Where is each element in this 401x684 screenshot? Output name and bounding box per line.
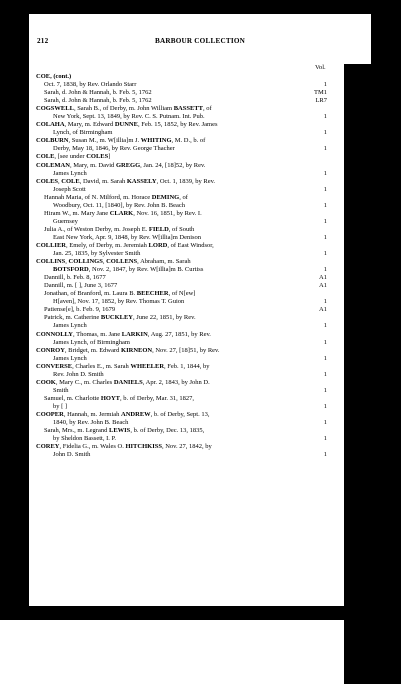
- page-title: BARBOUR COLLECTION: [154, 37, 246, 45]
- entry-text: East New York, Apr. 9, 1848, by Rev. W[illia]m Denison: [53, 233, 202, 241]
- entry-text: Lynch, of Birmingham: [53, 129, 113, 137]
- entry-page: 192: [353, 201, 363, 209]
- entry-text: Sarah, d. John & Hannah, b. Feb. 5, 1762: [44, 89, 152, 97]
- entry-text: COREY, Fidelia G., m. Wales O. HITCHKISS, Nov. 27, 1842, by: [36, 443, 212, 451]
- entry-page: 9: [359, 274, 363, 282]
- entry-page: 165: [353, 250, 363, 258]
- index-entry-line: [36, 218, 368, 226]
- index-entry-line: [36, 81, 368, 89]
- entry-page: 289: [353, 451, 363, 459]
- index-entry-line: [36, 363, 368, 371]
- index-entry-line: [36, 435, 368, 443]
- entry-page: 249: [353, 97, 363, 105]
- index-entry-line: [36, 290, 368, 298]
- entry-volume: 1: [323, 266, 327, 274]
- entry-page: 234: [353, 266, 363, 274]
- index-entry-line: [36, 339, 368, 347]
- index-entry-line: [36, 331, 368, 339]
- entry-volume: 1: [323, 201, 327, 209]
- index-entry-line: [36, 274, 368, 282]
- index-entry-line: [36, 162, 368, 170]
- entry-volume: 1: [323, 402, 327, 410]
- entry-text: Oct. 7, 1838, by Rev. Orlando Starr: [44, 81, 137, 89]
- index-entry-line: [36, 121, 368, 129]
- entry-text: James Lynch: [53, 169, 87, 177]
- entry-page: 151: [353, 81, 363, 89]
- index-entry-line: [36, 129, 368, 137]
- entry-text: Patiense[e], b. Feb. 9, 1679: [44, 306, 116, 314]
- document-sheet: [29, 14, 371, 606]
- index-entry-line: [36, 371, 368, 379]
- index-entry-line: [36, 387, 368, 395]
- entry-text: COLLIER, Emely, of Derby, m. Jeremiah LORD, of East Windsor,: [36, 241, 214, 249]
- index-entry-line: [36, 411, 368, 419]
- entry-text: Dannill, b. Feb. 8, 1677: [44, 274, 106, 282]
- entry-text: Jan. 25, 1835, by Sylvester Smith: [53, 250, 141, 258]
- entry-text: Rev. John D. Smith: [53, 370, 104, 378]
- entry-page: 330: [353, 354, 363, 362]
- index-entry-line: [36, 347, 368, 355]
- index-entry-line: [36, 113, 368, 121]
- entry-page: 236: [353, 322, 363, 330]
- entry-text: COLBURN, Susan M., m. W[illia]m J. WHITING, M. D., b. of: [36, 137, 206, 145]
- entry-list: [36, 73, 368, 459]
- index-entry-line: [36, 194, 368, 202]
- entry-volume: 1: [323, 419, 327, 427]
- index-entry-line: [36, 137, 368, 145]
- entry-text: Samuel, m. Charlotte HOYT, b. of Derby, Mar. 31, 1827,: [44, 394, 194, 402]
- index-entry-line: [36, 145, 368, 153]
- entry-text: H[aven], Nov. 17, 1852, by Rev. Thomas T. Guion: [53, 298, 185, 306]
- entry-page: 236: [353, 217, 363, 225]
- index-entry-line: [36, 202, 368, 210]
- index-entry-line: [36, 210, 368, 218]
- index-entry-line: [36, 234, 368, 242]
- index-entry-line: [36, 105, 368, 113]
- entry-volume: 1: [323, 298, 327, 306]
- entry-volume: 1: [323, 217, 327, 225]
- index-entry-line: [36, 395, 368, 403]
- entry-text: Hiram W., m. Mary Jane CLARK, Nov. 16, 1851, by Rev. I.: [44, 209, 202, 217]
- entry-page: 280: [353, 169, 363, 177]
- index-entry-line: [36, 242, 368, 250]
- index-entry-line: [36, 379, 368, 387]
- index-entry-line: [36, 170, 368, 178]
- index-entry-line: [36, 427, 368, 435]
- entry-volume: 1: [323, 370, 327, 378]
- index-entry-line: [36, 258, 368, 266]
- entry-volume: 1: [323, 338, 327, 346]
- entry-text: Julia A., of Weston Derby, m. Joseph E. FIELD, of South: [44, 225, 195, 233]
- index-entry-line: [36, 226, 368, 234]
- entry-text: COOK, Mary C., m. Charles DANIELS, Apr. 2, 1843, by John D.: [36, 378, 210, 386]
- index-entry-line: [36, 322, 368, 330]
- entry-volume: 1: [323, 185, 327, 193]
- entry-text: COE, (cont.): [36, 73, 72, 80]
- entry-text: John D. Smith: [53, 451, 91, 459]
- entry-text: COOPER, Hannah, m. Jermiah ANDREW, b. of Derby, Sept. 13,: [36, 410, 210, 418]
- entry-page: 237: [353, 338, 363, 346]
- entry-page: 249: [353, 129, 363, 137]
- entry-page: 153: [353, 185, 363, 193]
- index-entry-line: [36, 282, 368, 290]
- entry-text: COLES, COLE, David, m. Sarah KASSELY, Oct. 1, 1839, by Rev.: [36, 177, 216, 185]
- entry-volume: 1: [323, 354, 327, 362]
- index-entry-line: [36, 178, 368, 186]
- entry-volume: 1: [323, 113, 327, 121]
- entry-volume: A1: [319, 306, 327, 314]
- index-entry-line: [36, 355, 368, 363]
- entry-volume: 1: [323, 451, 327, 459]
- entry-volume: 1: [323, 250, 327, 258]
- entry-volume: TM1: [314, 89, 327, 97]
- entry-text: Sarah, Mrs., m. Legrand LEWIS, b. of Derby, Dec. 13, 1835,: [44, 427, 205, 435]
- entry-page: 481: [353, 145, 363, 153]
- entry-page: 56: [356, 89, 363, 97]
- entry-page: 247: [353, 386, 363, 394]
- entry-text: COLEMAN, Mary, m. David GREGG, Jan. 24, [18]52, by Rev.: [36, 161, 206, 169]
- entry-text: by Sheldon Bassett, I. P.: [53, 435, 117, 443]
- index-entry-line: [36, 443, 368, 451]
- column-header-vol: Vol.: [315, 64, 326, 71]
- entry-text: Joseph Scott: [53, 185, 86, 193]
- entry-text: Woodbury, Oct. 11, [1840], by Rev. John B. Beach: [53, 201, 185, 209]
- index-entry-line: [36, 186, 368, 194]
- entry-page: 9: [359, 282, 363, 290]
- entry-text: James Lynch, of Birmingham: [53, 338, 130, 346]
- entry-page: 209: [353, 113, 363, 121]
- entry-text: CONNOLLY, Thomas, m. Jane LARKIN, Aug. 27, 1851, by Rev.: [36, 330, 211, 338]
- entry-volume: 1: [323, 81, 327, 89]
- entry-page: 9: [359, 306, 363, 314]
- index-entry-line: [36, 89, 368, 97]
- index-entry-line: [36, 403, 368, 411]
- entry-text: COLE, [see under COLES]: [36, 153, 111, 161]
- index-entry-line: [36, 266, 368, 274]
- index-entry-line: [36, 250, 368, 258]
- index-entry-line: [36, 97, 368, 105]
- entry-text: James Lynch: [53, 322, 87, 330]
- entry-page: 271: [353, 233, 363, 241]
- entry-text: COLAHA, Mary, m. Edward DUNNE, Feb. 15, 1852, by Rev. James: [36, 121, 218, 129]
- entry-text: Hannah Maria, of N. Milford, m. Horace DEMING, of: [44, 193, 188, 201]
- entry-text: James Lynch: [53, 354, 87, 362]
- entry-text: Smith: [53, 386, 69, 394]
- index-entry-line: [36, 73, 368, 81]
- entry-text: Derby, May 18, 1846, by Rev. George Thacher: [53, 145, 175, 153]
- index-entry-line: [36, 153, 368, 161]
- entry-text: Jonathan, of Branford, m. Laura B. BEECHER, of N[ew]: [44, 290, 196, 298]
- entry-page: 165: [353, 435, 363, 443]
- entry-page: 86: [356, 402, 363, 410]
- index-entry-line: [36, 314, 368, 322]
- index-entry-line: [36, 306, 368, 314]
- entry-text: BOTSFORD, Nov. 2, 1847, by Rev. W[illia]m B. Curtiss: [53, 266, 204, 274]
- entry-text: CONVERSE, Charles E., m. Sarah WHEELER, Feb. 1, 1844, by: [36, 362, 210, 370]
- entry-volume: LR7: [315, 97, 327, 105]
- entry-page: 233: [353, 370, 363, 378]
- entry-volume: 1: [323, 386, 327, 394]
- entry-page: 192: [353, 419, 363, 427]
- page-number: 212: [37, 37, 49, 45]
- entry-text: CONROY, Bridget, m. Edward KIRNEON, Nov. 27, [18]51, by Rev.: [36, 346, 220, 354]
- index-entry-line: [36, 451, 368, 459]
- entry-volume: A1: [319, 282, 327, 290]
- index-entry-line: [36, 298, 368, 306]
- entry-volume: 1: [323, 129, 327, 137]
- entry-text: Guernsey: [53, 217, 78, 225]
- entry-volume: 1: [323, 145, 327, 153]
- entry-volume: 1: [323, 169, 327, 177]
- index-entry-line: [36, 419, 368, 427]
- entry-text: Dannill, m. [ ], June 3, 1677: [44, 282, 118, 290]
- entry-text: by [ ]: [53, 402, 68, 410]
- entry-volume: A1: [319, 274, 327, 282]
- entry-page: 236: [353, 298, 363, 306]
- entry-volume: 1: [323, 233, 327, 241]
- entry-text: Sarah, d. John & Hannah, b. Feb. 5, 1762: [44, 97, 152, 105]
- entry-text: New York, Sept. 13, 1849, by Rev. C. S. Putnam. Int. Pub.: [53, 113, 205, 121]
- entry-volume: 1: [323, 435, 327, 443]
- entry-text: 1840, by Rev. John B. Beach: [53, 419, 129, 427]
- entry-text: Patrick, m. Catherine BUCKLEY, June 22, 1851, by Rev.: [44, 314, 196, 322]
- entry-text: COLLINS, COLLINGS, COLLENS, Abraham, m. Sarah: [36, 258, 191, 266]
- column-header-page: Page: [344, 64, 401, 684]
- entry-text: COGSWELL, Sarah B., of Derby, m. John William BASSETT, of: [36, 105, 212, 113]
- entry-volume: 1: [323, 322, 327, 330]
